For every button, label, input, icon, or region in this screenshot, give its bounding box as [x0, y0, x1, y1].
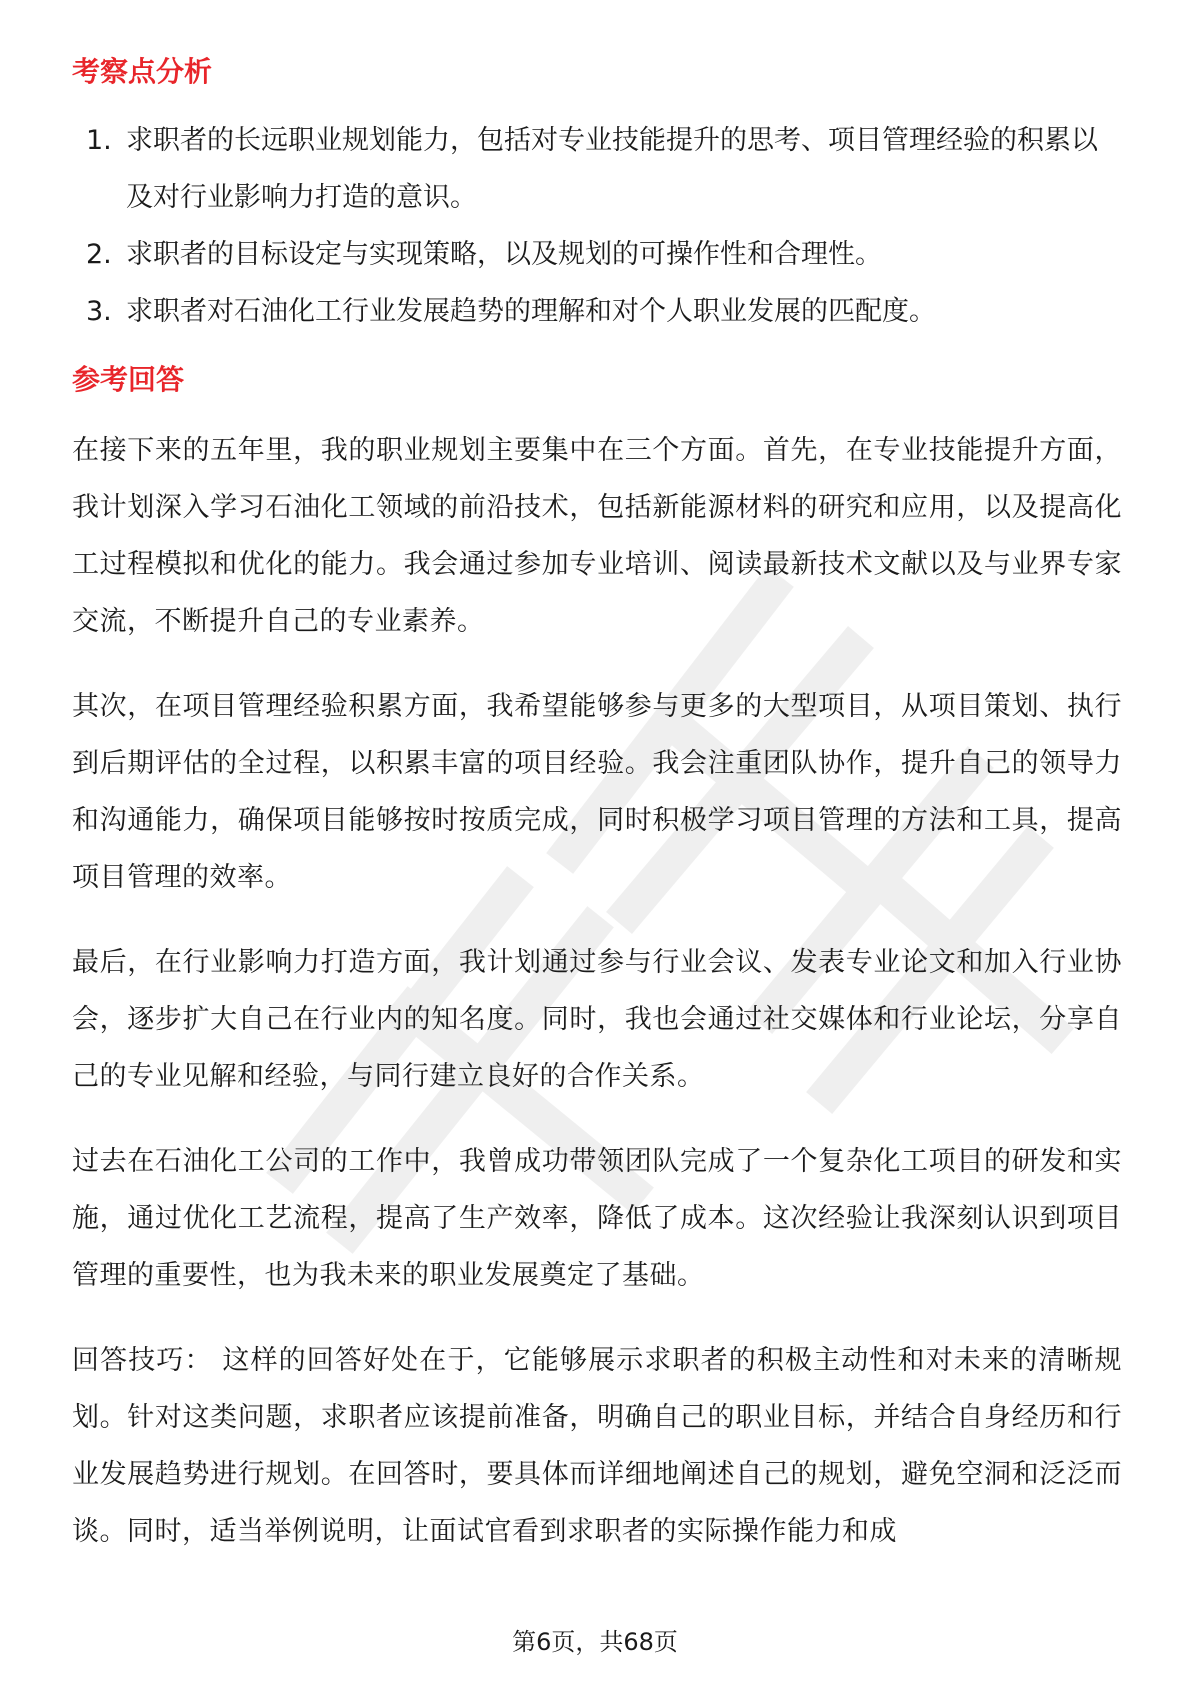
list-item [72, 112, 1122, 226]
answer-paragraph: 过去在石油化工公司的工作中，我曾成功带领团队完成了一个复杂化工项目的研发和实施，通过优化工艺流程，提高了生产效率，降低了成本。这次经验让我深刻认识到项目管理的重要性，也为我未来的职业发展奠定了基础。 [72, 1146, 1122, 1291]
answer-paragraph: 其次，在项目管理经验积累方面，我希望能够参与更多的大型项目，从项目策划、执行到后期评估的全过程，以积累丰富的项目经验。我会注重团队协作，提升自己的领导力和沟通能力，确保项目能够按时按质完成，同时积极学习项目管理的方法和工具，提高项目管理的效率。 [72, 691, 1122, 893]
analysis-heading: 考察点分析 [72, 55, 213, 88]
answer-tips-paragraph: 回答技巧： 这样的回答好处在于，它能够展示求职者的积极主动性和对未来的清晰规划。针对这类问题，求职者应该提前准备，明确自己的职业目标，并结合自身经历和行业发展趋势进行规划。在回答时，要具体而详细地阐述自己的规划，避免空洞和泛泛而谈。同时，适当举例说明，让面试官看到求职者的实际操作能力和成 [72, 1345, 1122, 1547]
list-number: 1. [86, 125, 112, 156]
reference-answer-heading: 参考回答 [72, 363, 185, 396]
answer-paragraph: 最后，在行业影响力打造方面，我计划通过参与行业会议、发表专业论文和加入行业协会，逐步扩大自己在行业内的知名度。同时，我也会通过社交媒体和行业论坛，分享自己的专业见解和经验，与同行建立良好的合作关系。 [72, 947, 1122, 1092]
list-number: 3. [86, 296, 112, 327]
analysis-points-list [72, 112, 1122, 340]
page-number-footer: 第6页，共68页 [512, 1628, 678, 1656]
document-content [72, 48, 1122, 1588]
list-item [72, 283, 1122, 340]
list-item-text: 求职者的目标设定与实现策略，以及规划的可操作性和合理性。 [126, 239, 882, 270]
list-item [72, 226, 1122, 283]
answer-paragraph: 在接下来的五年里，我的职业规划主要集中在三个方面。首先，在专业技能提升方面，我计划深入学习石油化工领域的前沿技术，包括新能源材料的研究和应用，以及提高化工过程模拟和优化的能力。我会通过参加专业培训、阅读最新技术文献以及与业界专家交流，不断提升自己的专业素养。 [72, 435, 1122, 637]
list-number: 2. [86, 239, 112, 270]
list-item-text: 求职者对石油化工行业发展趋势的理解和对个人职业发展的匹配度。 [126, 296, 936, 327]
list-item-text: 求职者的长远职业规划能力，包括对专业技能提升的思考、项目管理经验的积累以及对行业影响力打造的意识。 [126, 125, 1098, 213]
